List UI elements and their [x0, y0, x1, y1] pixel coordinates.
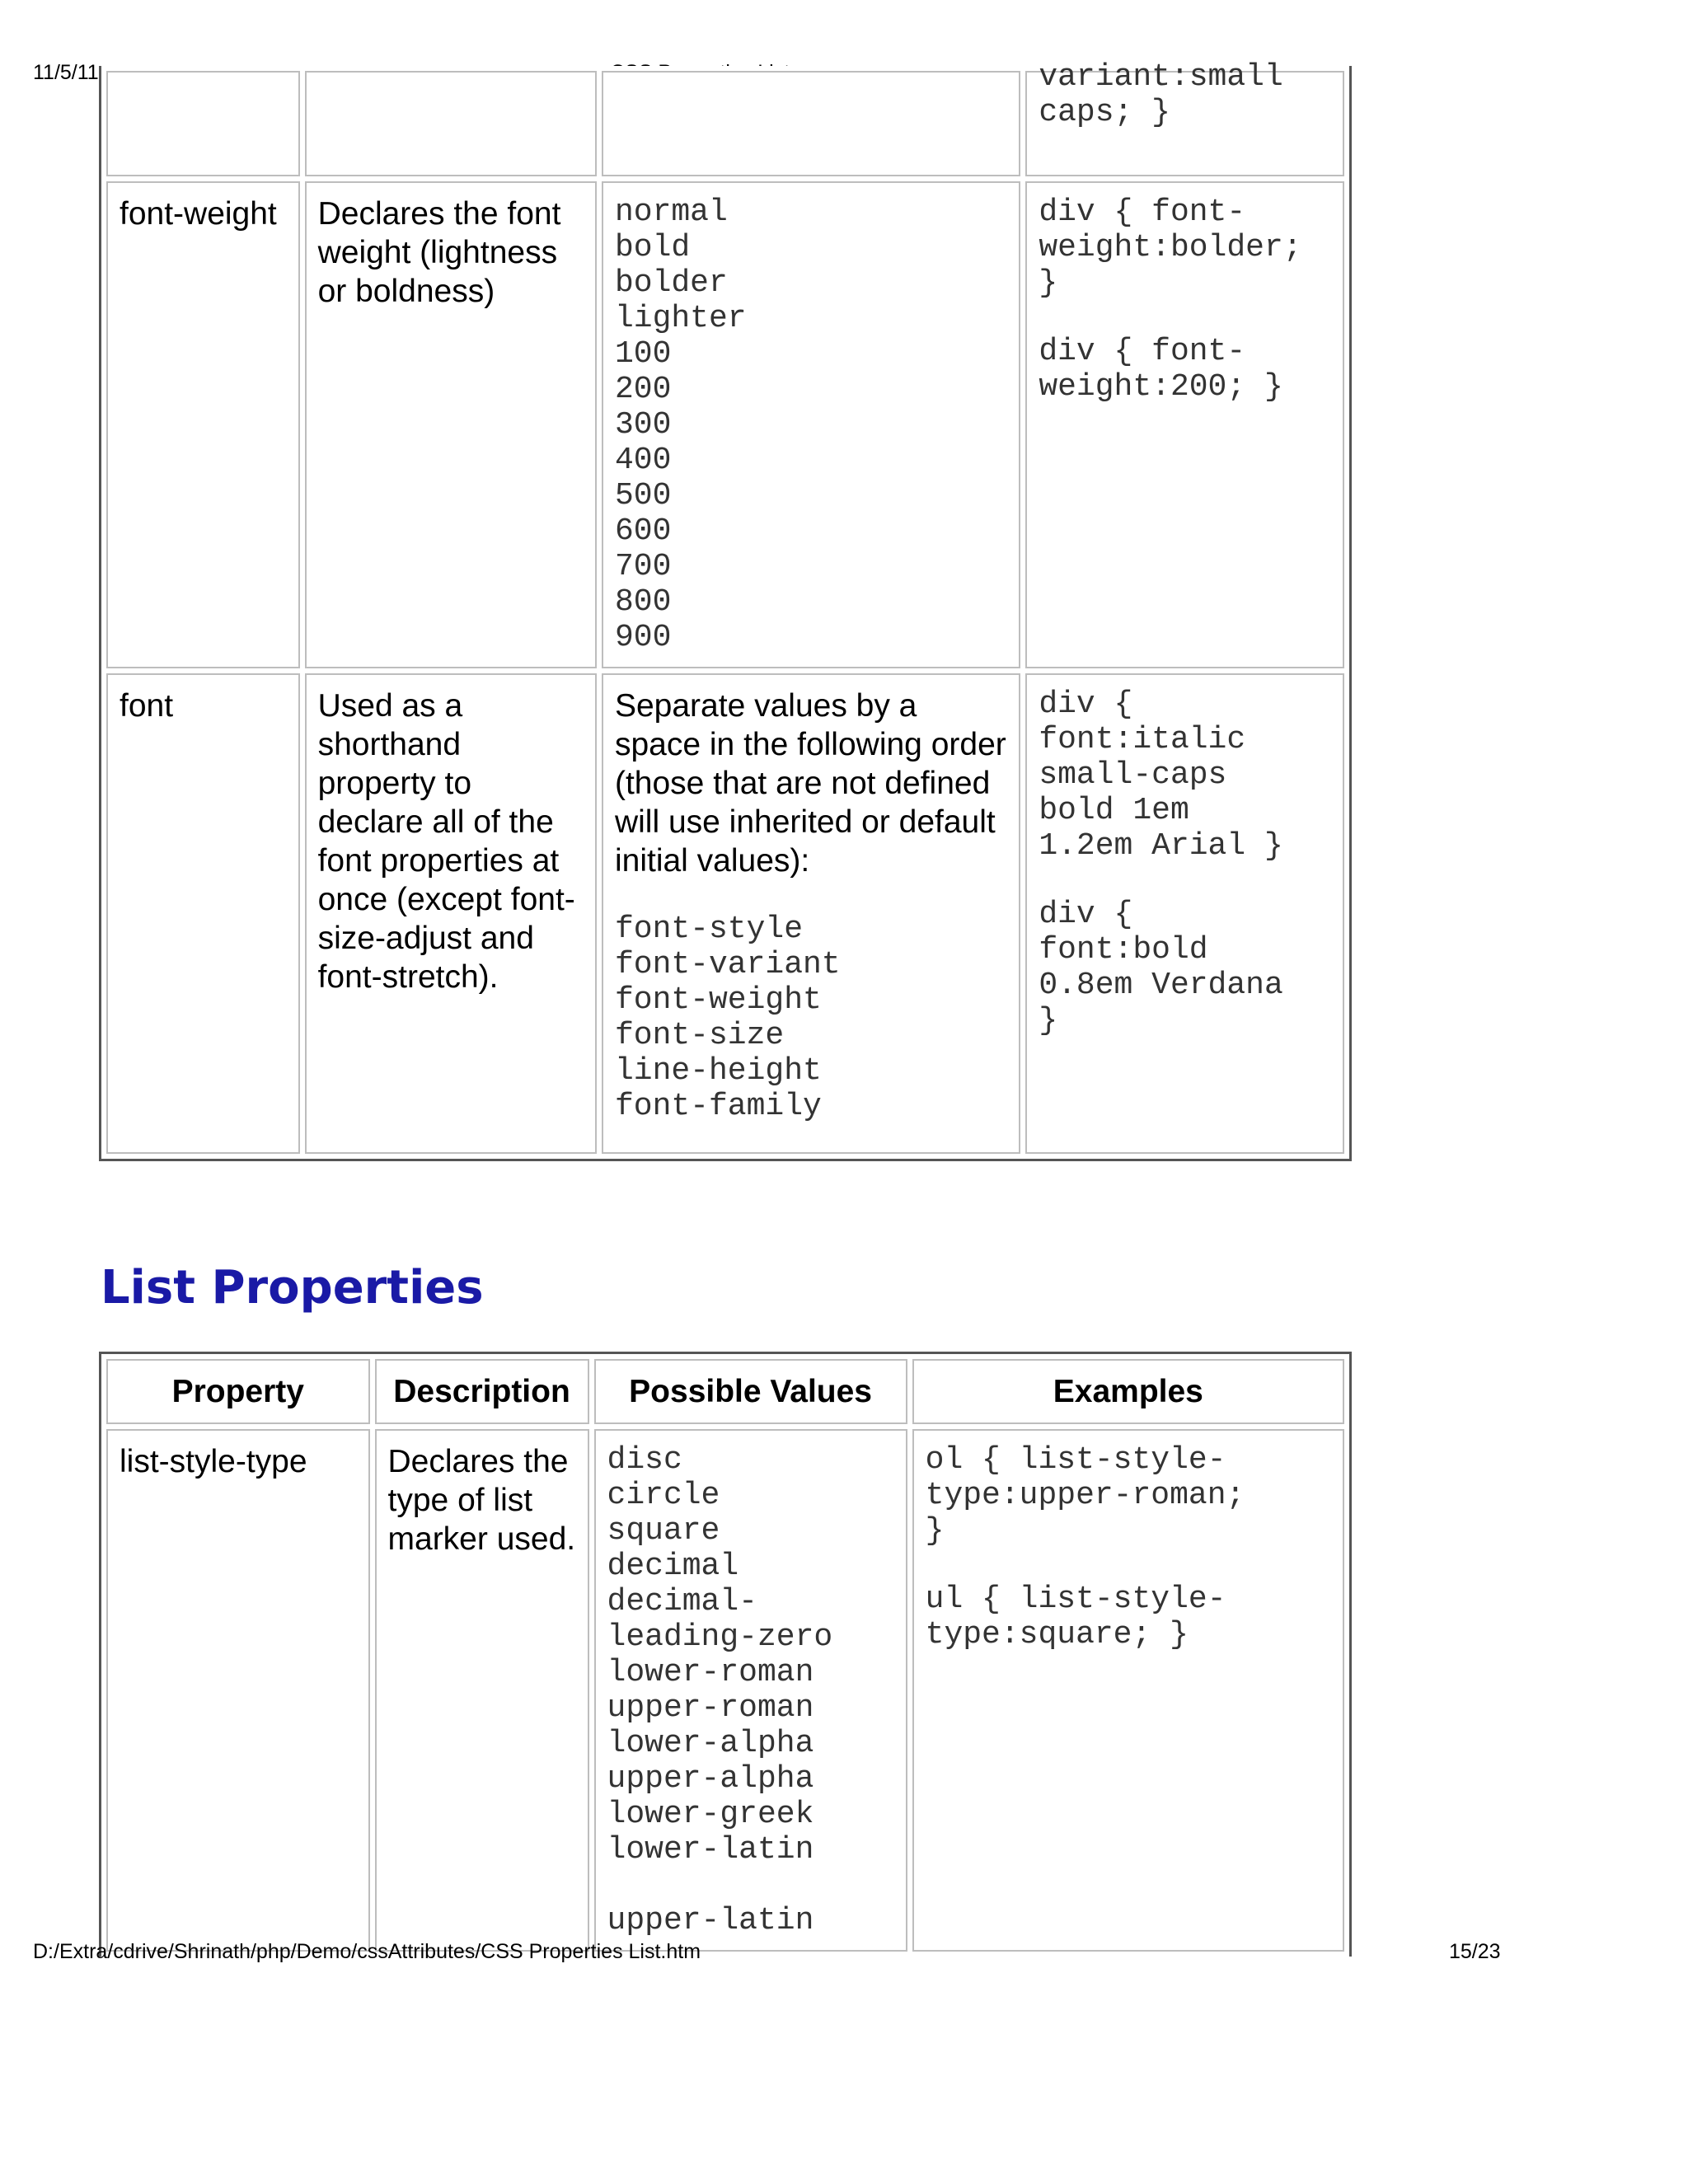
values-text: font-style font-variant font-weight font-size line-height font-family [614, 912, 841, 1124]
example-text: div { font:bold 0.8em Verdana } [1039, 897, 1283, 1038]
example-text: div { font- weight:bolder; } [1039, 194, 1302, 301]
column-header: Possible Values [594, 1359, 907, 1424]
header-date: 11/5/11 [33, 61, 99, 84]
description-cell: Declares the font weight (lightness or boldness) [305, 181, 597, 668]
column-header: Property [106, 1359, 370, 1424]
footer-path: D:/Extra/cdrive/Shrinath/php/Demo/cssAttributes/CSS Properties List.htm [33, 1940, 701, 1963]
values-intro: Separate values by a space in the following order (those that are not defined will use inherited or default initial values): [614, 688, 1006, 879]
example-text: ul { list-style- type:square; } [925, 1582, 1226, 1652]
values-text: disc circle square decimal decimal- leading-zero lower-roman upper-roman lower-alpha upper-alpha lower-greek lower-latin upper-latin [607, 1442, 833, 1938]
example-text: ol { list-style- type:upper-roman; } [925, 1442, 1245, 1549]
column-header: Description [375, 1359, 589, 1424]
footer-page-number: 15/23 [1449, 1940, 1501, 1963]
example-text: div { font- weight:200; } [1039, 334, 1283, 405]
property-cell: font [106, 673, 300, 1154]
property-cell: font-weight [106, 181, 300, 668]
column-header: Examples [912, 1359, 1344, 1424]
table-header-row [106, 1359, 1344, 1424]
list-properties-table [99, 1352, 1352, 1957]
description-cell: Used as a shorthand property to declare all of the font properties at once (except font-size-adjust and font-stretch). [305, 673, 597, 1154]
example-text: variant:small caps; } [1039, 59, 1283, 130]
example-text: div { font:italic small-caps bold 1em 1.2em Arial } [1039, 687, 1283, 864]
table-row [106, 1429, 1344, 1952]
values-text: normal bold bolder lighter 100 200 300 400 500 600 700 800 900 [614, 194, 747, 655]
description-cell: Declares the type of list marker used. [375, 1429, 589, 1952]
property-cell: list-style-type [106, 1429, 370, 1952]
section-heading: List Properties [101, 1261, 484, 1315]
